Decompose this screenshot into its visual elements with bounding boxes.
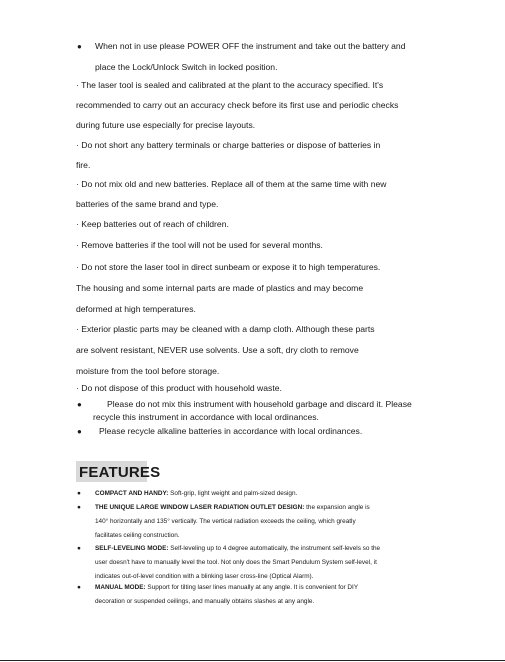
bullet-icon: ● — [77, 490, 81, 497]
feature-window-label: THE UNIQUE LARGE WINDOW LASER RADIATION OUTLET DESIGN: — [95, 504, 305, 511]
feature-self-leveling — [95, 544, 380, 553]
feature-manual — [95, 583, 358, 592]
laser-note-line-1: · The laser tool is sealed and calibrated at the plant to the accuracy specified. It's — [76, 80, 384, 90]
power-off-line-1: When not in use please POWER OFF the instrument and take out the battery and — [95, 41, 406, 51]
feature-window-line-2: 140° horizontally and 135° vertically. The vertical radiation exceeds the ceiling, which greatly — [95, 518, 356, 525]
bullet-icon: ● — [77, 427, 82, 436]
clean-note-line-1: · Exterior plastic parts may be cleaned with a damp cloth. Although these parts — [76, 324, 375, 334]
feature-window — [95, 503, 370, 512]
feature-window-line-3: facilitates ceiling construction. — [95, 532, 180, 539]
housing-note-line-2: deformed at high temperatures. — [76, 304, 196, 314]
feature-compact — [95, 489, 297, 498]
page-bottom-rule — [0, 660, 505, 661]
clean-note-line-2: are solvent resistant, NEVER use solvents. Use a soft, dry cloth to remove — [76, 345, 359, 355]
remove-note: · Remove batteries if the tool will not be used for several months. — [76, 240, 323, 250]
bullet-icon: ● — [77, 400, 82, 409]
store-note: · Do not store the laser tool in direct sunbeam or expose it to high temperatures. — [76, 262, 381, 272]
recycle-alkaline-note: Please recycle alkaline batteries in accordance with local ordinances. — [99, 426, 363, 436]
feature-self-leveling-line-2: user doesn't have to manually level the tool. Not only does the Smart Pendulum System self-level, it — [95, 559, 377, 566]
housing-note-line-1: The housing and some internal parts are made of plastics and may become — [76, 283, 364, 293]
feature-manual-text: Support for tilting laser lines manually at any angle. It is convenient for DIY — [145, 584, 359, 591]
features-heading: FEATURES — [79, 464, 161, 481]
laser-note-line-3: during future use especially for precise layouts. — [76, 120, 256, 130]
recycle-note-line-2: recycle this instrument in accordance with local ordinances. — [93, 412, 319, 422]
feature-compact-label: COMPACT AND HANDY: — [95, 490, 169, 497]
dispose-note: · Do not dispose of this product with household waste. — [76, 383, 282, 393]
short-note-line-1: · Do not short any battery terminals or charge batteries or dispose of batteries in — [76, 140, 381, 150]
laser-note-line-2: recommended to carry out an accuracy check before its first use and periodic checks — [76, 100, 399, 110]
bullet-icon: ● — [77, 504, 81, 511]
short-note-line-2: fire. — [76, 160, 91, 170]
mix-note-line-2: batteries of the same brand and type. — [76, 199, 219, 209]
feature-manual-label: MANUAL MODE: — [95, 584, 146, 591]
clean-note-line-3: moisture from the tool before storage. — [76, 366, 220, 376]
bullet-icon: ● — [77, 545, 81, 552]
feature-compact-text: Soft-grip, light weight and palm-sized design. — [168, 490, 298, 497]
recycle-note-line-1: Please do not mix this instrument with household garbage and discard it. Please — [107, 399, 412, 409]
children-note: · Keep batteries out of reach of children. — [76, 219, 229, 229]
feature-manual-line-2: decoration or suspended ceilings, and manually obtains slashes at any angle. — [95, 598, 315, 605]
feature-window-text: the expansion angle is — [304, 504, 370, 511]
feature-self-leveling-line-3: indicates out-of-level condition with a blinking laser cross-line (Optical Alarm). — [95, 573, 314, 580]
feature-self-leveling-text: Self-leveling up to 4 degree automatically, the instrument self-levels so the — [168, 545, 381, 552]
power-off-line-2: place the Lock/Unlock Switch in locked position. — [95, 62, 278, 72]
mix-note-line-1: · Do not mix old and new batteries. Replace all of them at the same time with new — [76, 179, 387, 189]
feature-self-leveling-label: SELF-LEVELING MODE: — [95, 545, 169, 552]
bullet-icon: ● — [77, 584, 81, 591]
bullet-icon: ● — [77, 42, 82, 51]
